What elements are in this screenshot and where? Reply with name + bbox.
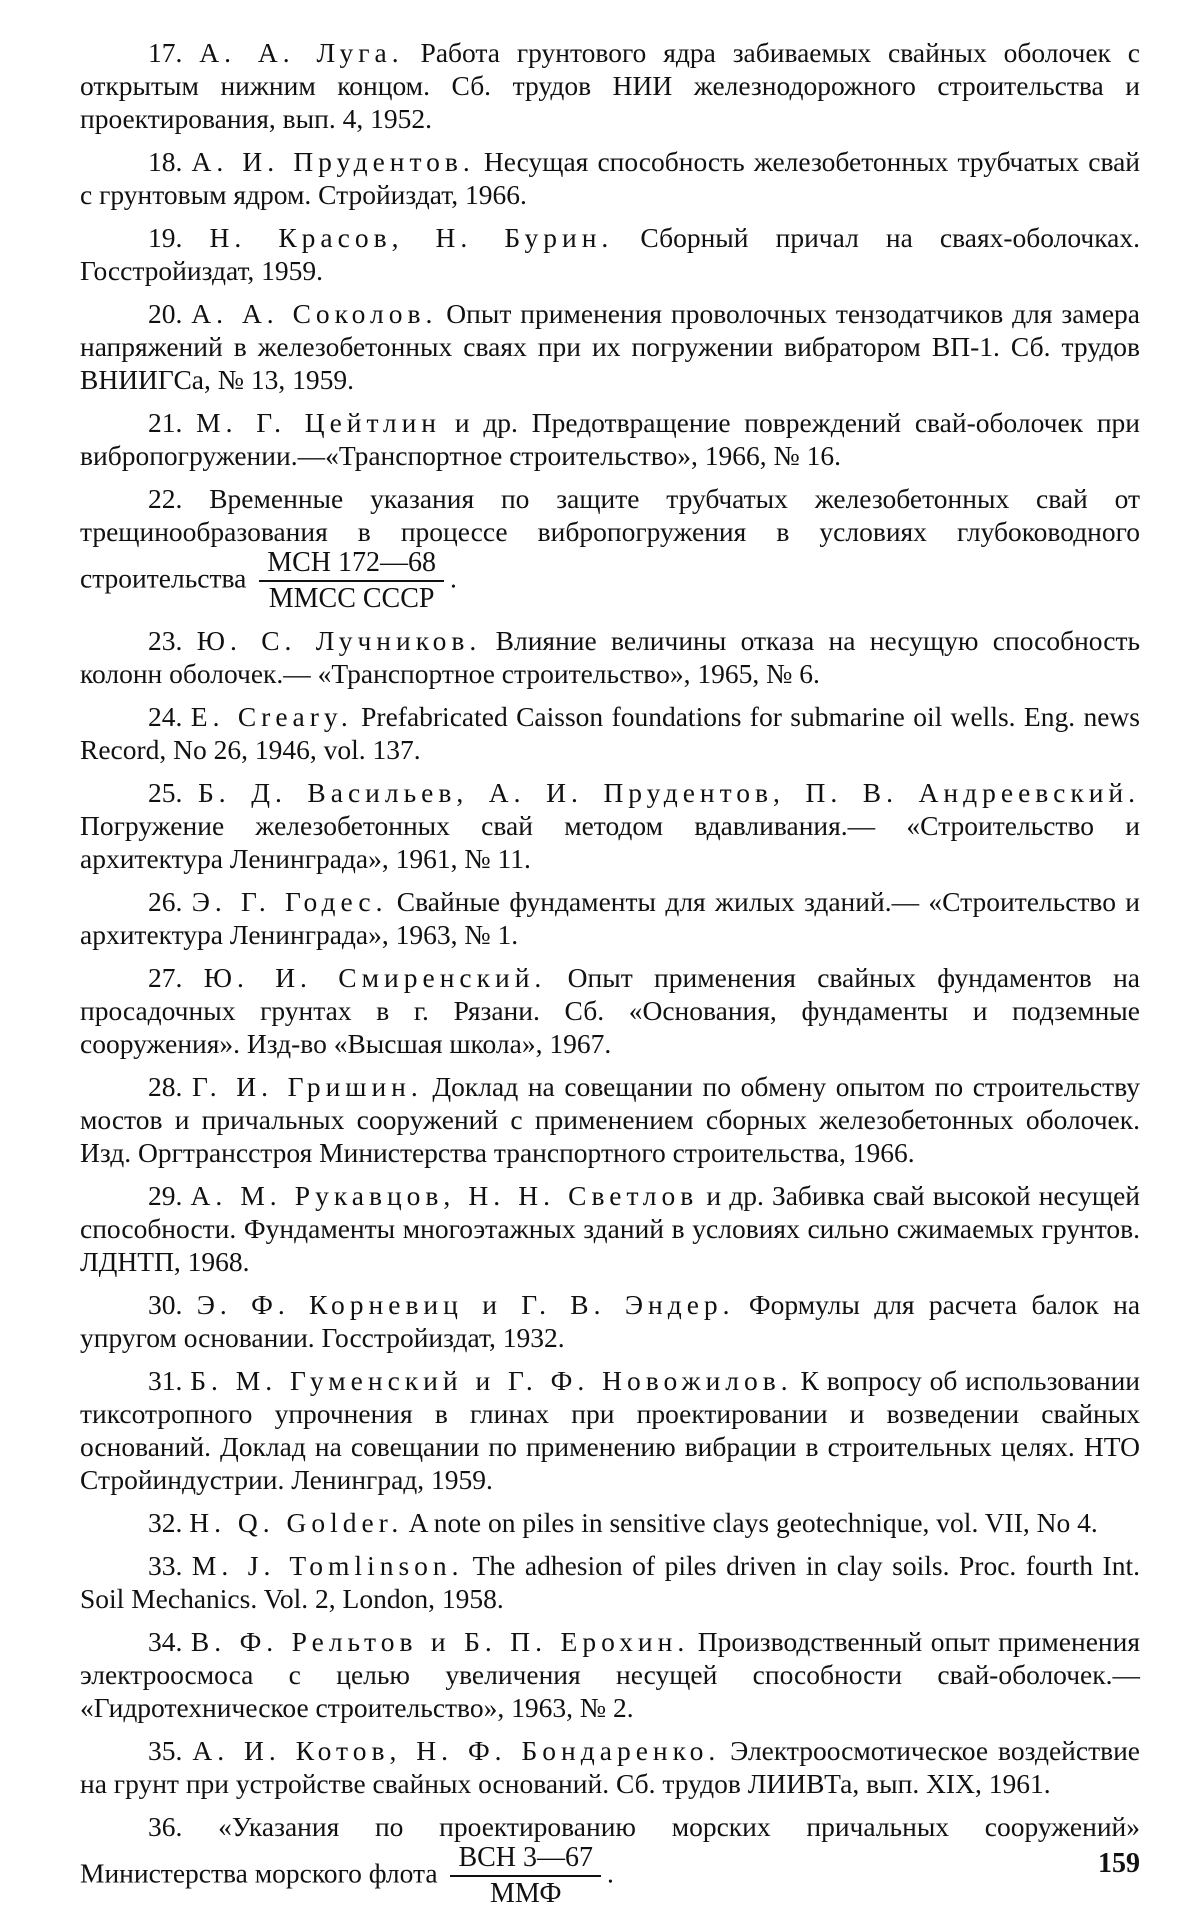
reference-author: А. А. Соколов. — [191, 298, 438, 329]
reference-text: Сборный причал на сваях-оболочках. Госстройиздат, 1959. — [80, 222, 1141, 286]
reference-text: Работа грунтового ядра забиваемых свайных оболочек с открытым нижним концом. Сб. трудов НИИ железнодорожного строительства и проектирования, вып. 4, 1952. — [80, 37, 1141, 134]
standard-fraction — [450, 1843, 601, 1909]
page-number: 159 — [1098, 1848, 1140, 1879]
reference-author: H. Q. Golder. — [189, 1507, 404, 1538]
reference-number: 28. — [148, 1071, 183, 1102]
fraction-denominator: ММФ — [489, 1878, 562, 1909]
reference-number: 18. — [148, 146, 183, 177]
reference-text: Доклад на совещании по обмену опытом по строительству мостов и причальных сооружений с применением сборных железобетонных оболочек. Изд. Оргтрансстроя Министерства транспортного строительства, 1966. — [80, 1071, 1140, 1168]
reference-number: 32. — [148, 1507, 183, 1538]
reference-text: Свайные фундаменты для жилых зданий.— «Строительство и архитектура Ленинграда», 1963, № 1. — [80, 886, 1141, 950]
reference-item — [80, 145, 1140, 211]
reference-author: А. А. Луга. — [199, 37, 404, 68]
standard-fraction — [259, 548, 444, 614]
reference-author: Ю. И. Смиренский. — [203, 962, 547, 993]
reference-text: Производственный опыт применения электроосмоса с целью увеличения несущей способности свай-оболочек.— «Гидротехническое строительство», 1963, № 2. — [80, 1626, 1141, 1723]
reference-number: 33. — [148, 1550, 183, 1581]
reference-number: 29. — [148, 1180, 183, 1211]
reference-text: К вопросу об использовании тиксотропного упрочнения в глинах при проектировании и возведении свайных оснований. Доклад на совещании по применению вибрации в строительных целях. НТО Стройиндустрии. Ленинград, 1959. — [80, 1365, 1141, 1495]
reference-author: Б. М. Гуменский и Г. Ф. Новожилов. — [190, 1365, 793, 1396]
reference-number: 17. — [148, 37, 183, 68]
reference-text: Опыт применения проволочных тензодатчиков для замера напряжений в железобетонных сваях при их погружении вибратором ВП-1. Сб. трудов ВНИИГСа, № 13, 1959. — [80, 298, 1141, 395]
reference-author: M. J. Tomlinson. — [191, 1550, 464, 1581]
reference-item — [80, 1070, 1140, 1169]
reference-number: 26. — [148, 886, 183, 917]
reference-text: Временные указания по защите трубчатых железобетонных свай от трещинообразования в процессе вибропогружения в условиях глубоководного строительства — [80, 483, 1141, 594]
reference-text: «Указания по проектированию морских причальных сооружений» Министерства морского флота — [80, 1811, 1141, 1889]
reference-number: 20. — [148, 298, 183, 329]
reference-text: Электроосмотическое воздействие на грунт при устройстве свайных оснований. Сб. трудов ЛИИВТа, вып. XIX, 1961. — [80, 1735, 1140, 1799]
reference-item — [80, 297, 1140, 396]
reference-item — [80, 700, 1140, 766]
reference-text: и др. Предотвращение повреждений свай-оболочек при вибропогружении.—«Транспортное строительство», 1966, № 16. — [80, 407, 1141, 471]
reference-author: А. М. Рукавцов, Н. Н. Светлов — [190, 1180, 699, 1211]
fraction-denominator: ММСС СССР — [268, 583, 435, 614]
reference-item — [80, 221, 1140, 287]
reference-text: Несущая способность железобетонных трубчатых свай с грунтовым ядром. Стройиздат, 1966. — [80, 146, 1140, 210]
reference-text: Формулы для расчета балок на упругом основании. Госстройиздат, 1932. — [80, 1289, 1141, 1353]
reference-author: В. Ф. Рельтов и Б. П. Ерохин. — [190, 1626, 690, 1657]
reference-number: 34. — [148, 1626, 183, 1657]
reference-number: 19. — [148, 222, 183, 253]
reference-number: 23. — [148, 625, 183, 656]
reference-number: 30. — [148, 1289, 183, 1320]
reference-text: Опыт применения свайных фундаментов на просадочных грунтах в г. Рязани. Сб. «Основания, фундаменты и подземные сооружения». Изд-во «Высшая школа», 1967. — [80, 962, 1141, 1059]
reference-author: А. И. Прудентов. — [191, 146, 475, 177]
reference-number: 36. — [148, 1811, 183, 1842]
reference-author: E. Creary. — [190, 701, 353, 732]
reference-text: A note on piles in sensitive clays geotechnique, vol. VII, No 4. — [408, 1507, 1098, 1538]
reference-text: Погружение железобетонных свай методом вдавливания.— «Строительство и архитектура Ленинграда», 1961, № 11. — [80, 810, 1140, 874]
reference-item — [80, 482, 1140, 614]
reference-number: 25. — [148, 777, 183, 808]
fraction-numerator: ВСН 3—67 — [450, 1843, 601, 1877]
fraction-numerator: МСН 172—68 — [259, 548, 444, 582]
reference-item — [80, 961, 1140, 1060]
reference-item — [80, 1734, 1140, 1800]
reference-tail: . — [607, 1857, 614, 1889]
reference-item — [80, 1549, 1140, 1615]
reference-text: Влияние величины отказа на несущую способность колонн оболочек.— «Транспортное строительство», 1965, № 6. — [80, 625, 1141, 689]
reference-text: The adhesion of piles driven in clay soils. Proc. fourth Int. Soil Mechanics. Vol. 2, London, 1958. — [80, 1550, 1140, 1614]
reference-item — [80, 1364, 1140, 1496]
reference-item — [80, 1625, 1140, 1724]
reference-item — [80, 1506, 1140, 1539]
reference-author: А. И. Котов, Н. Ф. Бондаренко. — [192, 1735, 721, 1766]
reference-number: 31. — [148, 1365, 183, 1396]
reference-item — [80, 885, 1140, 951]
references-list — [80, 36, 1140, 1919]
reference-author: Г. И. Гришин. — [192, 1071, 423, 1102]
reference-text: и др. Забивка свай высокой несущей способности. Фундаменты многоэтажных зданий в условиях сильно сжимаемых грунтов. ЛДНТП, 1968. — [80, 1180, 1141, 1277]
reference-item — [80, 624, 1140, 690]
reference-author: Э. Г. Годес. — [191, 886, 388, 917]
reference-item — [80, 1810, 1140, 1909]
reference-number: 35. — [148, 1735, 183, 1766]
reference-author: Э. Ф. Корневиц и Г. В. Эндер. — [196, 1289, 735, 1320]
reference-number: 24. — [148, 701, 183, 732]
reference-author: Ю. С. Лучников. — [196, 625, 482, 656]
reference-item — [80, 36, 1140, 135]
reference-author: Б. Д. Васильев, А. И. Прудентов, П. В. Андреевский. — [197, 777, 1141, 808]
reference-item — [80, 1179, 1140, 1278]
reference-item — [80, 406, 1140, 472]
reference-number: 27. — [148, 962, 183, 993]
reference-tail: . — [450, 562, 457, 594]
reference-text: Prefabricated Caisson foundations for submarine oil wells. Eng. news Record, No 26, 1946, vol. 137. — [80, 701, 1140, 765]
reference-author: Н. Красов, Н. Бурин. — [209, 222, 614, 253]
reference-author: М. Г. Цейтлин — [196, 407, 442, 438]
reference-number: 22. — [148, 483, 183, 514]
reference-item — [80, 1288, 1140, 1354]
reference-item — [80, 776, 1140, 875]
reference-number: 21. — [148, 407, 183, 438]
